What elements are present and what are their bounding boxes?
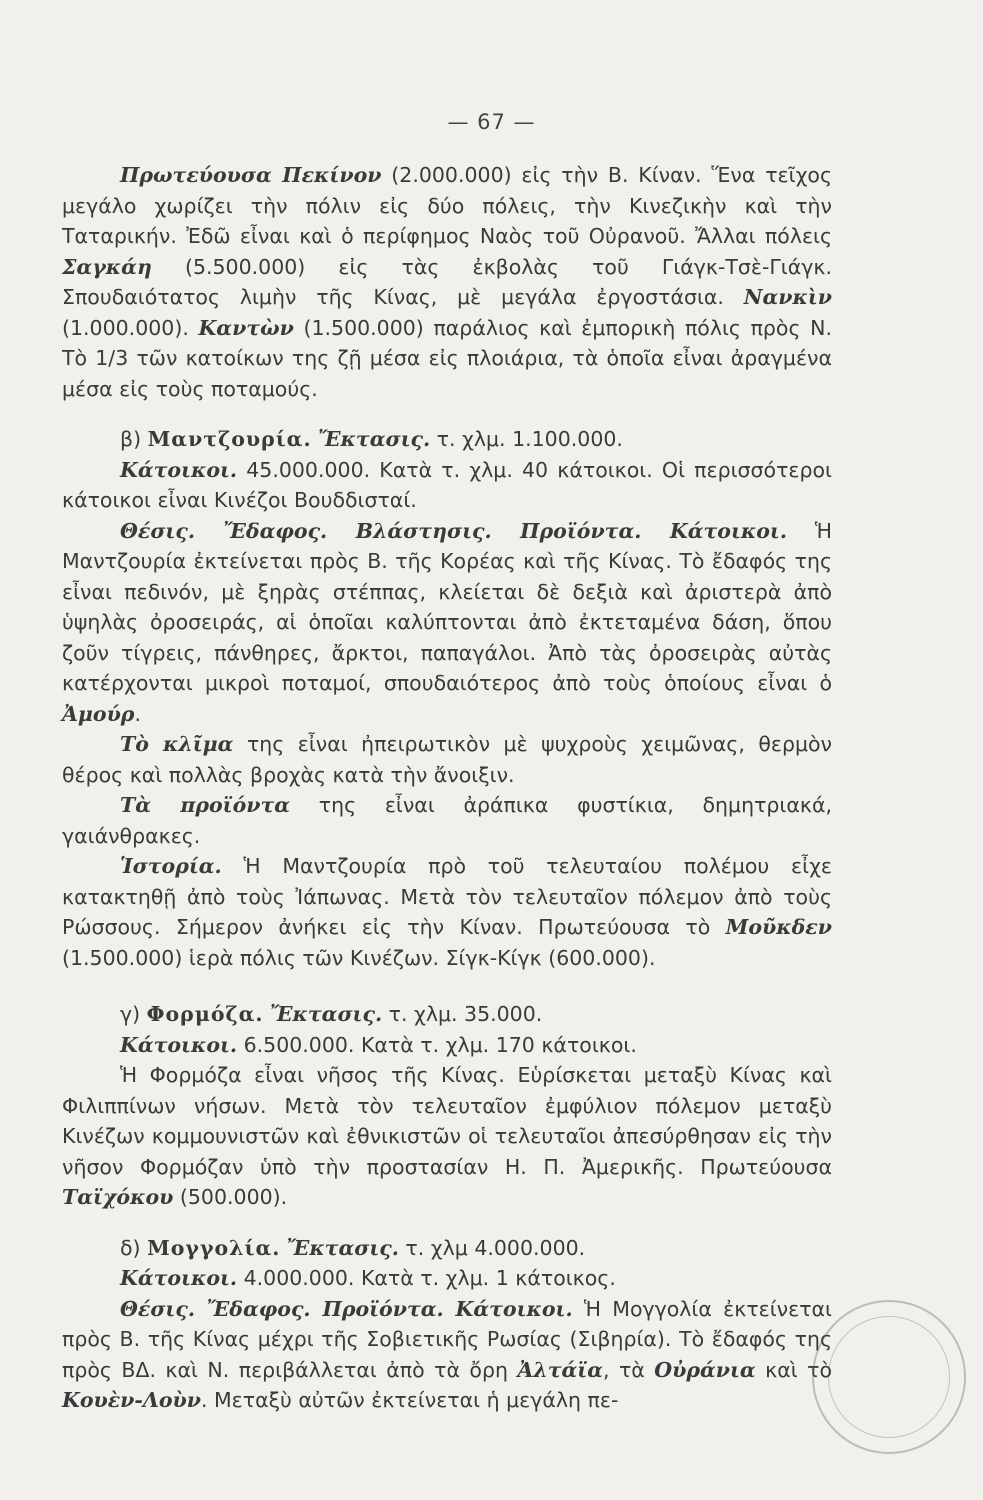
text-run: καὶ τὸ [755, 1357, 833, 1382]
section-heading-formosa [62, 999, 832, 1030]
term-nanking: Νανκὶν [743, 285, 832, 309]
paragraph-population [62, 1030, 832, 1061]
paragraph-population [62, 455, 832, 516]
text-run: (500.000). [173, 1185, 288, 1209]
text-run: , τὰ [602, 1357, 655, 1382]
term-area: Ἔκτασις. [318, 427, 431, 451]
text-run: . Μεταξὺ αὐτῶν ἐκτείνεται ἡ μεγάλη πε- [200, 1388, 619, 1412]
term-area: Ἔκτασις. [270, 1002, 383, 1026]
paragraph-mongolia-position [62, 1294, 832, 1416]
term-altai: Ἀλτάϊα [517, 1357, 603, 1382]
text-run: Ἡ Μαντζουρία πρὸ τοῦ τελευταίου πολέμου εἶχε κατακτηθῇ ἀπὸ τοὺς Ἰάπωνας. Μετὰ τὸν τελευταῖον πόλεμον ἀπὸ τοὺς Ρώσσους. Σήμερον ἀνήκει εἰς τὴν Κίναν. Πρωτεύουσα τὸ [62, 854, 832, 939]
heading-mongolia: Μογγολία. [147, 1235, 281, 1260]
term-climate: Τὸ κλῖμα [120, 732, 234, 756]
text-run: τ. χλμ. 1.100.000. [430, 427, 623, 451]
section-heading-mongolia [62, 1233, 832, 1264]
text-run: γ) [120, 1002, 147, 1026]
body-text [62, 160, 832, 1416]
term-history: Ἱστορία. [120, 854, 222, 878]
heading-manchuria: Μαντζουρία. [147, 427, 312, 451]
text-run: (1.500.000) παράλιος καὶ ἐμπορικὴ πόλις πρὸς Ν. Τὸ 1/3 τῶν κατοίκων της ζῇ μέσα εἰς πλοιάρια, τὰ ὁποῖα εἶναι ἀραγμένα μέσα εἰς τοὺς ποταμούς. [62, 315, 832, 401]
text-run: (2.000.000) εἰς τὴν Β. Κίναν. Ἕνα τεῖχος μεγάλο χωρίζει τὴν πόλιν εἰς δύο πόλεις, τὴν Κινεζικὴν καὶ τὴν Ταταρικήν. Ἐδῶ εἶναι καὶ ὁ περίφημος Ναὸς τοῦ Οὐρανοῦ. Ἄλλαι πόλεις [62, 163, 832, 248]
library-seal-icon [812, 1300, 966, 1454]
page-number: — 67 — [447, 110, 536, 134]
paragraph-formosa [62, 1060, 832, 1213]
term-products: Τὰ προϊόντα [120, 793, 291, 817]
term-position: Θέσις. Ἔδαφος. Προϊόντα. Κάτοικοι. [120, 1296, 573, 1321]
paragraph-history [62, 851, 832, 973]
text-run: της εἶναι ἀράπικα φυστίκια, δημητριακά, γαιάνθρακες. [62, 793, 832, 848]
term-area: Ἔκτασις. [286, 1235, 399, 1260]
text-run: τ. χλμ. 35.000. [382, 1002, 543, 1026]
term-capital: Πρωτεύουσα Πεκίνον [120, 163, 382, 187]
term-inhabitants: Κάτοικοι. [120, 1032, 238, 1057]
term-canton: Καντὼν [198, 315, 294, 340]
paragraph-capital [62, 160, 832, 404]
term-amur: Ἀμούρ [62, 701, 135, 726]
text-run: 4.000.000. Κατὰ τ. χλμ. 1 κάτοικος. [237, 1266, 616, 1290]
paragraph-products [62, 790, 832, 851]
paragraph-climate [62, 729, 832, 790]
text-run: (5.500.000) εἰς τὰς ἐκβολὰς τοῦ Γιάγκ-Τσὲ-Γιάγκ. Σπουδαιότατος λιμὴν τῆς Κίνας, μὲ μεγάλα ἐργοστάσια. [62, 254, 832, 309]
term-taihoku: Ταϊχόκου [62, 1185, 174, 1209]
text-run: Ἡ Μαντζουρία ἐκτείνεται πρὸς Β. τῆς Κορέας καὶ τῆς Κίνας. Τὸ ἔδαφός της εἶναι πεδινόν, μὲ ξηρὰς στέππας, κλείεται δὲ δεξιὰ καὶ ἀριστερὰ ἀπὸ ὑψηλὰς ὀροσειράς, αἱ ὁποῖαι καλύπτονται ἀπὸ ἐκτεταμένα δάση, ὅπου ζοῦν τίγρεις, πάνθηρες, ἄρκτοι, παπαγάλοι. Ἀπὸ τὰς ὀροσειρὰς αὐτὰς κατέρχονται μικροὶ ποταμοί, σπουδαιότερος ἀπὸ τοὺς ὁποίους εἶναι ὁ [62, 518, 832, 695]
term-inhabitants: Κάτοικοι. [120, 457, 238, 482]
term-position: Θέσις. Ἔδαφος. Βλάστησις. Προϊόντα. Κάτοικοι. [120, 518, 787, 543]
text-run: δ) [120, 1235, 148, 1260]
term-ourania: Οὐράνια [654, 1357, 756, 1382]
term-shanghai: Σαγκάη [62, 254, 152, 279]
text-run: Ἡ Μογγολία ἐκτείνεται πρὸς Β. τῆς Κίνας μέχρι τῆς Σοβιετικῆς Ρωσίας (Σιβηρία). Τὸ ἔδαφός της πρὸς ΒΔ. καὶ Ν. περιβάλλεται ἀπὸ τὰ ὄρη [62, 1296, 832, 1382]
text-run: . [134, 701, 141, 726]
text-run: της εἶναι ἠπειρωτικὸν μὲ ψυχροὺς χειμῶνας, θερμὸν θέρος καὶ πολλὰς βροχὰς κατὰ τὴν ἄνοιξιν. [62, 732, 832, 787]
term-inhabitants: Κάτοικοι. [120, 1266, 238, 1290]
paragraph-population [62, 1263, 832, 1294]
text-run: 45.000.000. Κατὰ τ. χλμ. 40 κάτοικοι. Οἱ περισσότεροι κάτοικοι εἶναι Κινέζοι Βουδδισταί. [62, 457, 832, 512]
paragraph-position [62, 516, 832, 730]
text-run: 6.500.000. Κατὰ τ. χλμ. 170 κάτοικοι. [237, 1032, 637, 1057]
term-mukden: Μοῦκδεν [725, 915, 832, 939]
term-kuen-lun: Κουὲν-Λοὺν [62, 1388, 201, 1412]
heading-formosa: Φορμόζα. [146, 1002, 264, 1026]
text-run: Ἡ Φορμόζα εἶναι νῆσος τῆς Κίνας. Εὑρίσκεται μεταξὺ Κίνας καὶ Φιλιππίνων νήσων. Μετὰ τὸν τελευταῖον ἐμφύλιον πόλεμον μεταξὺ Κινέζων κομμουνιστῶν καὶ ἐθνικιστῶν οἱ τελευταῖοι ἀπεσύρθησαν εἰς τὴν νῆσον Φορμόζαν ὑπὸ τὴν προστασίαν Η. Π. Ἀμερικῆς. Πρωτεύουσα [62, 1063, 832, 1179]
section-heading-manchuria [62, 424, 832, 455]
text-run: β) [120, 427, 148, 451]
text-run: (1.000.000). [62, 315, 199, 340]
text-run: τ. χλμ 4.000.000. [398, 1235, 586, 1260]
text-run: (1.500.000) ἱερὰ πόλις τῶν Κινέζων. Σίγκ-Κίγκ (600.000). [62, 945, 656, 970]
